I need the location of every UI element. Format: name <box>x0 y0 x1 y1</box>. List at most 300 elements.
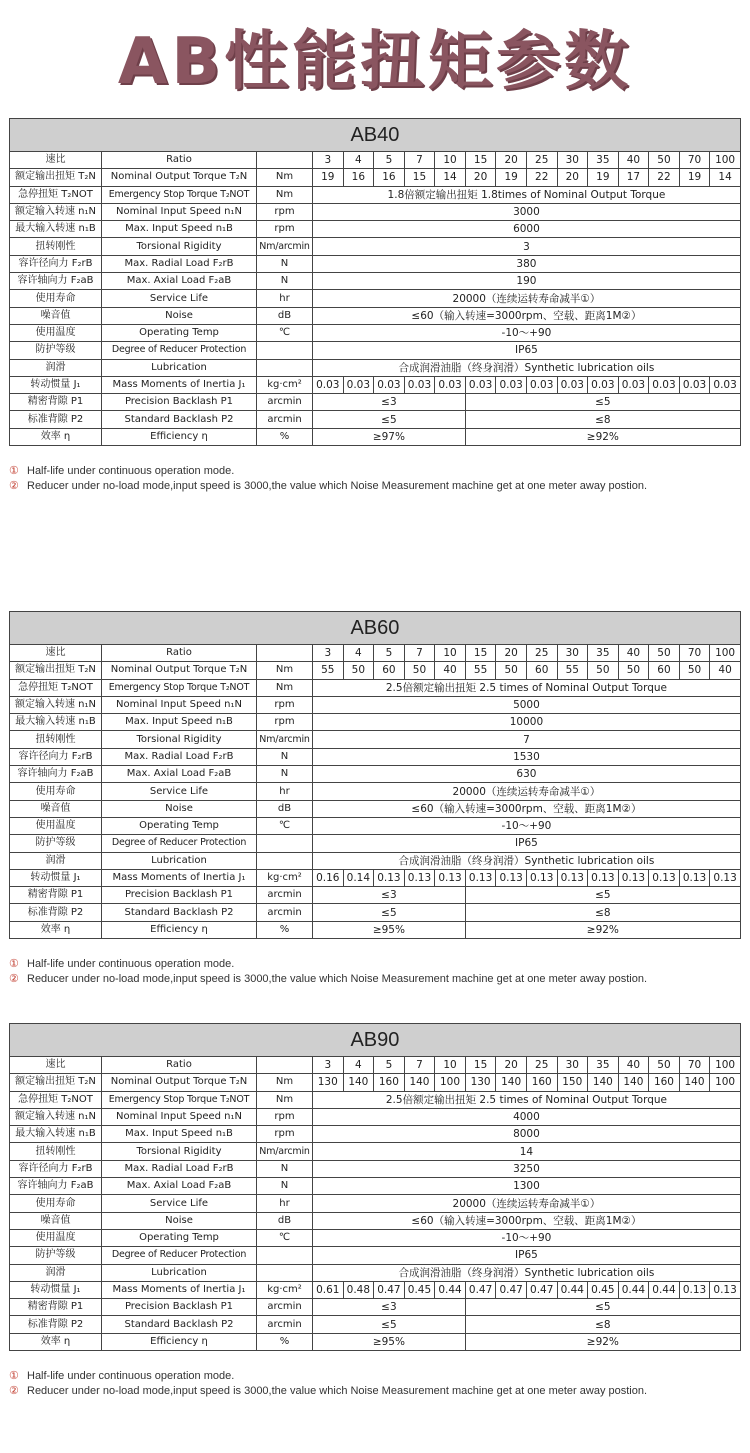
inertia-value: 0.03 <box>526 376 557 393</box>
row-label-cn: 扭转刚性 <box>10 731 102 748</box>
footnote-text: Reducer under no-load mode,input speed is 3000,the value which Noise Measurement machine get at one meter away postion. <box>27 972 648 985</box>
ratio-value: 15 <box>465 1057 496 1074</box>
ratio-value: 7 <box>404 1057 435 1074</box>
ratio-value: 25 <box>526 152 557 169</box>
inertia-value: 0.47 <box>496 1281 527 1298</box>
inertia-value: 0.03 <box>374 376 405 393</box>
model-name: AB40 <box>10 119 741 152</box>
axial-value: 190 <box>313 273 741 290</box>
nominal-value: 50 <box>588 662 619 679</box>
eff-value-high: ≥92% <box>465 428 740 445</box>
unit-cell <box>257 1264 313 1281</box>
ratio-value: 10 <box>435 152 466 169</box>
ratio-value: 3 <box>313 645 344 662</box>
ratio-row <box>10 152 741 169</box>
inertia-value: 0.03 <box>465 376 496 393</box>
unit-cell: rpm <box>257 696 313 713</box>
ratio-row <box>10 645 741 662</box>
unit-cell: kg·cm² <box>257 1281 313 1298</box>
row-label-en: Mass Moments of Inertia J₁ <box>102 869 257 886</box>
spec-table <box>9 1023 741 1351</box>
temp-value: -10～+90 <box>313 1229 741 1246</box>
unit-cell: N <box>257 748 313 765</box>
footnote <box>9 1369 740 1384</box>
estop-value: 1.8倍额定输出扭矩 1.8times of Nominal Output Torque <box>313 186 741 203</box>
p2-value-low: ≤5 <box>313 411 466 428</box>
inertia-row <box>10 1281 741 1298</box>
unit-cell: hr <box>257 290 313 307</box>
unit-cell: rpm <box>257 1108 313 1125</box>
nominal-value: 160 <box>649 1074 680 1091</box>
model-header-row <box>10 119 741 152</box>
row-label-cn: 容许轴向力 F₂aB <box>10 1178 102 1195</box>
temp-row <box>10 1229 741 1246</box>
unit-cell: arcmin <box>257 394 313 411</box>
row-label-cn: 标准背隙 P2 <box>10 904 102 921</box>
row-label-en: Nominal Input Speed n₁N <box>102 203 257 220</box>
row-label-en: Max. Radial Load F₂rB <box>102 748 257 765</box>
p2-value-low: ≤5 <box>313 1316 466 1333</box>
row-label-en: Ratio <box>102 1057 257 1074</box>
nominal-value: 140 <box>679 1074 710 1091</box>
inertia-row <box>10 869 741 886</box>
ratio-value: 10 <box>435 1057 466 1074</box>
p1-value-high: ≤5 <box>465 887 740 904</box>
row-label-cn: 使用寿命 <box>10 783 102 800</box>
unit-cell: Nm <box>257 679 313 696</box>
ratio-value: 5 <box>374 645 405 662</box>
page-title: AB性能扭矩参数 <box>117 25 633 99</box>
footnote-marker: ② <box>9 479 19 492</box>
row-label-cn: 最大输入转速 n₁B <box>10 221 102 238</box>
row-label-cn: 效率 η <box>10 1333 102 1350</box>
unit-cell: Nm <box>257 1074 313 1091</box>
ratio-value: 35 <box>588 1057 619 1074</box>
rigidity-value: 14 <box>313 1143 741 1160</box>
unit-cell: ℃ <box>257 817 313 834</box>
unit-cell <box>257 835 313 852</box>
row-label-cn: 防护等级 <box>10 835 102 852</box>
p2-value-low: ≤5 <box>313 904 466 921</box>
rigidity-row <box>10 731 741 748</box>
footnote <box>9 1384 740 1399</box>
p1-value-high: ≤5 <box>465 394 740 411</box>
unit-cell: rpm <box>257 203 313 220</box>
nominal-value: 60 <box>526 662 557 679</box>
nominal-value: 160 <box>374 1074 405 1091</box>
row-label-cn: 速比 <box>10 1057 102 1074</box>
p1-row <box>10 394 741 411</box>
unit-cell: N <box>257 1160 313 1177</box>
row-label-en: Nominal Input Speed n₁N <box>102 696 257 713</box>
row-label-cn: 额定输出扭矩 T₂N <box>10 169 102 186</box>
nominal-value: 50 <box>496 662 527 679</box>
row-label-cn: 防护等级 <box>10 342 102 359</box>
row-label-cn: 使用寿命 <box>10 1195 102 1212</box>
unit-cell: Nm/arcmin <box>257 1143 313 1160</box>
row-label-cn: 效率 η <box>10 428 102 445</box>
row-label-cn: 标准背隙 P2 <box>10 411 102 428</box>
inertia-value: 0.13 <box>588 869 619 886</box>
footnotes <box>9 464 740 493</box>
inertia-value: 0.03 <box>343 376 374 393</box>
row-label-en: Torsional Rigidity <box>102 238 257 255</box>
nominal-value: 20 <box>465 169 496 186</box>
ratio-value: 7 <box>404 645 435 662</box>
row-label-cn: 扭转刚性 <box>10 1143 102 1160</box>
row-label-en: Max. Axial Load F₂aB <box>102 1178 257 1195</box>
ratio-value: 4 <box>343 1057 374 1074</box>
nominal-value: 50 <box>343 662 374 679</box>
row-label-en: Ratio <box>102 645 257 662</box>
inertia-value: 0.44 <box>435 1281 466 1298</box>
ratio-value: 4 <box>343 645 374 662</box>
nominal-value: 150 <box>557 1074 588 1091</box>
radial-row <box>10 1160 741 1177</box>
nominal-value: 140 <box>588 1074 619 1091</box>
unit-cell: rpm <box>257 221 313 238</box>
row-label-en: Mass Moments of Inertia J₁ <box>102 1281 257 1298</box>
nominal-row <box>10 1074 741 1091</box>
row-label-cn: 噪音值 <box>10 307 102 324</box>
inspeed-value: 3000 <box>313 203 741 220</box>
row-label-en: Efficiency η <box>102 428 257 445</box>
noise-value: ≤60（输入转速=3000rpm、空载、距离1M②） <box>313 1212 741 1229</box>
temp-row <box>10 324 741 341</box>
row-label-cn: 额定输出扭矩 T₂N <box>10 1074 102 1091</box>
rigidity-row <box>10 238 741 255</box>
row-label-cn: 容许轴向力 F₂aB <box>10 273 102 290</box>
ratio-value: 40 <box>618 1057 649 1074</box>
row-label-en: Emergency Stop Torque T₂NOT <box>102 679 257 696</box>
row-label-cn: 使用温度 <box>10 817 102 834</box>
ratio-value: 100 <box>710 1057 741 1074</box>
inertia-value: 0.13 <box>526 869 557 886</box>
temp-value: -10～+90 <box>313 324 741 341</box>
temp-row <box>10 817 741 834</box>
inertia-value: 0.44 <box>618 1281 649 1298</box>
eff-value-high: ≥92% <box>465 921 740 938</box>
ratio-value: 50 <box>649 1057 680 1074</box>
nominal-value: 19 <box>588 169 619 186</box>
ratio-value: 40 <box>618 645 649 662</box>
row-label-cn: 额定输出扭矩 T₂N <box>10 662 102 679</box>
row-label-cn: 精密背隙 P1 <box>10 887 102 904</box>
ratio-value: 10 <box>435 645 466 662</box>
row-label-cn: 转动惯量 J₁ <box>10 869 102 886</box>
row-label-cn: 使用温度 <box>10 324 102 341</box>
inertia-value: 0.13 <box>557 869 588 886</box>
model-name: AB60 <box>10 612 741 645</box>
nominal-value: 22 <box>526 169 557 186</box>
protect-row <box>10 1247 741 1264</box>
row-label-en: Nominal Output Torque T₂N <box>102 169 257 186</box>
unit-cell: arcmin <box>257 887 313 904</box>
inertia-value: 0.13 <box>679 869 710 886</box>
row-label-en: Service Life <box>102 1195 257 1212</box>
footnote <box>9 464 740 479</box>
inertia-value: 0.13 <box>710 869 741 886</box>
spec-table <box>9 611 741 939</box>
unit-cell: rpm <box>257 1126 313 1143</box>
nominal-value: 60 <box>649 662 680 679</box>
row-label-en: Service Life <box>102 290 257 307</box>
row-label-en: Max. Radial Load F₂rB <box>102 255 257 272</box>
ratio-value: 70 <box>679 152 710 169</box>
protect-value: IP65 <box>313 835 741 852</box>
row-label-cn: 转动惯量 J₁ <box>10 376 102 393</box>
eff-value-high: ≥92% <box>465 1333 740 1350</box>
inertia-value: 0.13 <box>710 1281 741 1298</box>
unit-cell: % <box>257 428 313 445</box>
footnote-text: Half-life under continuous operation mode. <box>27 1370 235 1382</box>
inertia-value: 0.13 <box>496 869 527 886</box>
p2-value-high: ≤8 <box>465 411 740 428</box>
unit-cell: N <box>257 1178 313 1195</box>
nominal-value: 55 <box>465 662 496 679</box>
ratio-value: 20 <box>496 1057 527 1074</box>
protect-value: IP65 <box>313 342 741 359</box>
footnote <box>9 957 740 972</box>
ratio-value: 5 <box>374 152 405 169</box>
ratio-value: 25 <box>526 1057 557 1074</box>
lube-value: 合成润滑油脂（终身润滑）Synthetic lubrication oils <box>313 1264 741 1281</box>
inertia-value: 0.13 <box>679 1281 710 1298</box>
estop-row <box>10 1091 741 1108</box>
inertia-value: 0.45 <box>404 1281 435 1298</box>
estop-row <box>10 186 741 203</box>
ratio-value: 3 <box>313 1057 344 1074</box>
footnote-text: Reducer under no-load mode,input speed is 3000,the value which Noise Measurement machine get at one meter away postion. <box>27 479 648 492</box>
maxspeed-value: 6000 <box>313 221 741 238</box>
eff-value-low: ≥97% <box>313 428 466 445</box>
spec-table <box>9 118 741 446</box>
radial-value: 380 <box>313 255 741 272</box>
row-label-en: Max. Radial Load F₂rB <box>102 1160 257 1177</box>
p1-value-high: ≤5 <box>465 1299 740 1316</box>
unit-cell: rpm <box>257 714 313 731</box>
unit-cell: Nm/arcmin <box>257 731 313 748</box>
row-label-en: Standard Backlash P2 <box>102 1316 257 1333</box>
axial-value: 630 <box>313 766 741 783</box>
inertia-value: 0.13 <box>374 869 405 886</box>
inertia-value: 0.47 <box>465 1281 496 1298</box>
row-label-en: Emergency Stop Torque T₂NOT <box>102 186 257 203</box>
row-label-en: Max. Input Speed n₁B <box>102 1126 257 1143</box>
lube-value: 合成润滑油脂（终身润滑）Synthetic lubrication oils <box>313 852 741 869</box>
unit-cell <box>257 1057 313 1074</box>
nominal-value: 19 <box>313 169 344 186</box>
row-label-cn: 润滑 <box>10 1264 102 1281</box>
noise-row <box>10 1212 741 1229</box>
row-label-en: Degree of Reducer Protection <box>102 835 257 852</box>
row-label-cn: 额定输入转速 n₁N <box>10 203 102 220</box>
row-label-cn: 急停扭矩 T₂NOT <box>10 1091 102 1108</box>
spec-table-ab90 <box>9 1023 740 1351</box>
row-label-en: Degree of Reducer Protection <box>102 1247 257 1264</box>
inertia-value: 0.16 <box>313 869 344 886</box>
unit-cell: Nm <box>257 662 313 679</box>
unit-cell: Nm/arcmin <box>257 238 313 255</box>
row-label-en: Max. Axial Load F₂aB <box>102 273 257 290</box>
p1-row <box>10 1299 741 1316</box>
unit-cell <box>257 152 313 169</box>
maxspeed-row <box>10 1126 741 1143</box>
row-label-en: Service Life <box>102 783 257 800</box>
ratio-value: 25 <box>526 645 557 662</box>
unit-cell <box>257 1247 313 1264</box>
lube-value: 合成润滑油脂（终身润滑）Synthetic lubrication oils <box>313 359 741 376</box>
eff-value-low: ≥95% <box>313 921 466 938</box>
unit-cell: arcmin <box>257 904 313 921</box>
unit-cell: arcmin <box>257 1316 313 1333</box>
life-value: 20000（连续运转寿命减半①） <box>313 290 741 307</box>
ratio-value: 20 <box>496 152 527 169</box>
inspeed-value: 4000 <box>313 1108 741 1125</box>
axial-row <box>10 766 741 783</box>
row-label-en: Emergency Stop Torque T₂NOT <box>102 1091 257 1108</box>
unit-cell: Nm <box>257 186 313 203</box>
axial-row <box>10 1178 741 1195</box>
ratio-value: 7 <box>404 152 435 169</box>
nominal-value: 14 <box>435 169 466 186</box>
inspeed-value: 5000 <box>313 696 741 713</box>
row-label-cn: 容许径向力 F₂rB <box>10 1160 102 1177</box>
protect-row <box>10 342 741 359</box>
ratio-value: 30 <box>557 1057 588 1074</box>
unit-cell <box>257 852 313 869</box>
inertia-value: 0.14 <box>343 869 374 886</box>
unit-cell: kg·cm² <box>257 376 313 393</box>
row-label-en: Operating Temp <box>102 1229 257 1246</box>
unit-cell: ℃ <box>257 1229 313 1246</box>
temp-value: -10～+90 <box>313 817 741 834</box>
inertia-value: 0.45 <box>588 1281 619 1298</box>
protect-value: IP65 <box>313 1247 741 1264</box>
ratio-row <box>10 1057 741 1074</box>
inertia-value: 0.13 <box>465 869 496 886</box>
eff-row <box>10 921 741 938</box>
footnote-text: Reducer under no-load mode,input speed is 3000,the value which Noise Measurement machine get at one meter away postion. <box>27 1384 648 1397</box>
row-label-en: Noise <box>102 307 257 324</box>
ratio-value: 35 <box>588 152 619 169</box>
spec-table-ab60 <box>9 611 740 939</box>
row-label-en: Noise <box>102 800 257 817</box>
ratio-value: 15 <box>465 152 496 169</box>
unit-cell: % <box>257 1333 313 1350</box>
row-label-cn: 额定输入转速 n₁N <box>10 1108 102 1125</box>
ratio-value: 3 <box>313 152 344 169</box>
row-label-en: Lubrication <box>102 852 257 869</box>
p1-value-low: ≤3 <box>313 394 466 411</box>
inspeed-row <box>10 203 741 220</box>
nominal-value: 55 <box>313 662 344 679</box>
life-row <box>10 783 741 800</box>
footnote-text: Half-life under continuous operation mode. <box>27 958 235 970</box>
model-header-row <box>10 612 741 645</box>
footnote-marker: ② <box>9 972 19 985</box>
nominal-value: 130 <box>313 1074 344 1091</box>
inertia-value: 0.03 <box>435 376 466 393</box>
footnote-marker: ① <box>9 958 19 970</box>
unit-cell: % <box>257 921 313 938</box>
life-value: 20000（连续运转寿命减半①） <box>313 783 741 800</box>
inertia-row <box>10 376 741 393</box>
row-label-en: Max. Axial Load F₂aB <box>102 766 257 783</box>
noise-row <box>10 800 741 817</box>
row-label-cn: 转动惯量 J₁ <box>10 1281 102 1298</box>
row-label-en: Noise <box>102 1212 257 1229</box>
p1-value-low: ≤3 <box>313 887 466 904</box>
ratio-value: 35 <box>588 645 619 662</box>
lube-row <box>10 359 741 376</box>
ratio-value: 100 <box>710 152 741 169</box>
nominal-value: 140 <box>496 1074 527 1091</box>
row-label-cn: 精密背隙 P1 <box>10 1299 102 1316</box>
footnotes <box>9 957 740 986</box>
row-label-en: Standard Backlash P2 <box>102 904 257 921</box>
row-label-cn: 速比 <box>10 645 102 662</box>
inertia-value: 0.03 <box>649 376 680 393</box>
ratio-value: 50 <box>649 152 680 169</box>
nominal-row <box>10 169 741 186</box>
nominal-value: 100 <box>710 1074 741 1091</box>
row-label-cn: 效率 η <box>10 921 102 938</box>
unit-cell: N <box>257 273 313 290</box>
row-label-en: Precision Backlash P1 <box>102 1299 257 1316</box>
eff-row <box>10 1333 741 1350</box>
noise-value: ≤60（输入转速=3000rpm、空载、距离1M②） <box>313 800 741 817</box>
model-name: AB90 <box>10 1024 741 1057</box>
row-label-cn: 容许轴向力 F₂aB <box>10 766 102 783</box>
unit-cell: N <box>257 255 313 272</box>
nominal-value: 140 <box>404 1074 435 1091</box>
row-label-en: Max. Input Speed n₁B <box>102 714 257 731</box>
row-label-cn: 额定输入转速 n₁N <box>10 696 102 713</box>
ratio-value: 30 <box>557 645 588 662</box>
inertia-value: 0.03 <box>404 376 435 393</box>
ratio-value: 70 <box>679 645 710 662</box>
row-label-en: Ratio <box>102 152 257 169</box>
nominal-value: 22 <box>649 169 680 186</box>
unit-cell: dB <box>257 307 313 324</box>
row-label-cn: 急停扭矩 T₂NOT <box>10 186 102 203</box>
unit-cell <box>257 342 313 359</box>
nominal-value: 14 <box>710 169 741 186</box>
unit-cell: dB <box>257 800 313 817</box>
maxspeed-row <box>10 221 741 238</box>
p2-value-high: ≤8 <box>465 1316 740 1333</box>
row-label-en: Operating Temp <box>102 817 257 834</box>
row-label-en: Degree of Reducer Protection <box>102 342 257 359</box>
inertia-value: 0.03 <box>618 376 649 393</box>
nominal-value: 50 <box>679 662 710 679</box>
row-label-en: Lubrication <box>102 1264 257 1281</box>
row-label-cn: 容许径向力 F₂rB <box>10 748 102 765</box>
rigidity-row <box>10 1143 741 1160</box>
ratio-value: 5 <box>374 1057 405 1074</box>
maxspeed-value: 10000 <box>313 714 741 731</box>
row-label-cn: 防护等级 <box>10 1247 102 1264</box>
lube-row <box>10 1264 741 1281</box>
unit-cell: hr <box>257 783 313 800</box>
ratio-value: 15 <box>465 645 496 662</box>
footnote <box>9 479 740 494</box>
row-label-en: Efficiency η <box>102 921 257 938</box>
footnote-marker: ① <box>9 465 19 477</box>
inertia-value: 0.13 <box>404 869 435 886</box>
p1-value-low: ≤3 <box>313 1299 466 1316</box>
